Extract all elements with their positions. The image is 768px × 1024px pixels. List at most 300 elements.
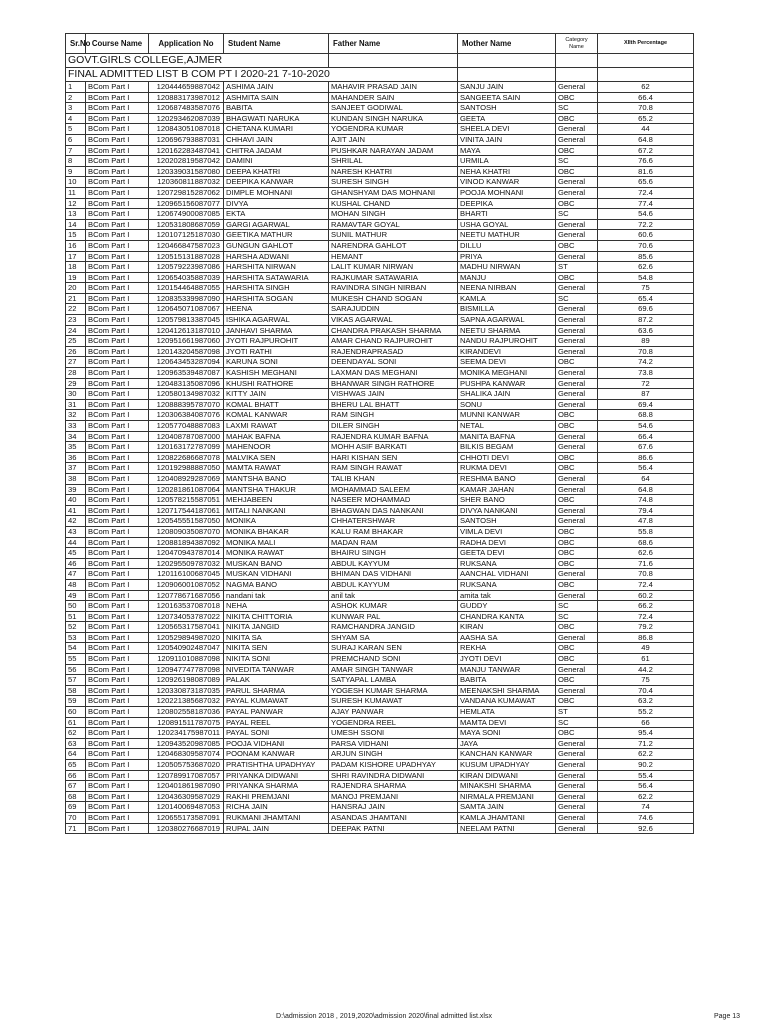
- table-row: [66, 368, 694, 379]
- cell-percentage: 62.6: [598, 548, 694, 559]
- cell-application-no: 120891511787075: [149, 717, 224, 728]
- table-row: [66, 442, 694, 453]
- cell-student-name: MITALI NANKANI: [224, 505, 329, 516]
- cell-percentage: 60.6: [598, 230, 694, 241]
- cell-percentage: 44.2: [598, 664, 694, 675]
- cell-srno: 58: [66, 685, 86, 696]
- cell-category: OBC: [556, 696, 598, 707]
- cell-application-no: 120162283487041: [149, 145, 224, 156]
- cell-srno: 22: [66, 304, 86, 315]
- cell-percentage: 54.8: [598, 272, 694, 283]
- cell-father-name: BHIMAN DAS VIDHANI: [329, 569, 458, 580]
- cell-student-name: CHETANA KUMARI: [224, 124, 329, 135]
- cell-srno: 41: [66, 505, 86, 516]
- cell-father-name: HARI KISHAN SEN: [329, 452, 458, 463]
- table-row: [66, 219, 694, 230]
- cell-mother-name: MONIKA MEGHANI: [458, 368, 556, 379]
- cell-srno: 66: [66, 770, 86, 781]
- cell-father-name: GHANSHYAM DAS MOHNANI: [329, 187, 458, 198]
- cell-category: ST: [556, 262, 598, 273]
- header-srno: Sr.No: [66, 34, 86, 54]
- cell-percentage: 71.6: [598, 558, 694, 569]
- cell-mother-name: PUSHPA KANWAR: [458, 378, 556, 389]
- cell-father-name: LALIT KUMAR NIRWAN: [329, 262, 458, 273]
- cell-srno: 20: [66, 283, 86, 294]
- cell-application-no: 120580134987032: [149, 389, 224, 400]
- cell-father-name: CHHATERSHWAR: [329, 516, 458, 527]
- table-row: [66, 495, 694, 506]
- cell-percentage: 72.4: [598, 579, 694, 590]
- cell-mother-name: NEHA KHATRI: [458, 166, 556, 177]
- cell-srno: 63: [66, 738, 86, 749]
- cell-application-no: 120888395787070: [149, 399, 224, 410]
- cell-application-no: 120140069487053: [149, 802, 224, 813]
- cell-student-name: PALAK: [224, 675, 329, 686]
- cell-srno: 8: [66, 156, 86, 167]
- cell-category: OBC: [556, 675, 598, 686]
- cell-course: BCom Part I: [86, 579, 149, 590]
- cell-father-name: anil tak: [329, 590, 458, 601]
- cell-course: BCom Part I: [86, 421, 149, 432]
- cell-category: General: [556, 389, 598, 400]
- cell-category: General: [556, 219, 598, 230]
- cell-course: BCom Part I: [86, 548, 149, 559]
- cell-percentage: 75: [598, 675, 694, 686]
- cell-srno: 13: [66, 209, 86, 220]
- cell-course: BCom Part I: [86, 251, 149, 262]
- cell-category: General: [556, 336, 598, 347]
- cell-mother-name: SANJU JAIN: [458, 82, 556, 93]
- cell-percentage: 71.2: [598, 738, 694, 749]
- cell-mother-name: KAMLA JHAMTANI: [458, 812, 556, 823]
- cell-percentage: 75: [598, 283, 694, 294]
- cell-father-name: BHAIRU SINGH: [329, 548, 458, 559]
- cell-mother-name: NETAL: [458, 421, 556, 432]
- table-row: [66, 209, 694, 220]
- cell-category: General: [556, 505, 598, 516]
- table-row: [66, 632, 694, 643]
- cell-student-name: HARSHITA SINGH: [224, 283, 329, 294]
- cell-percentage: 70.4: [598, 685, 694, 696]
- cell-application-no: 120545551587050: [149, 516, 224, 527]
- cell-percentage: 66.4: [598, 431, 694, 442]
- table-row: [66, 315, 694, 326]
- table-row: [66, 399, 694, 410]
- table-row: [66, 293, 694, 304]
- cell-percentage: 87: [598, 389, 694, 400]
- cell-category: OBC: [556, 728, 598, 739]
- cell-percentage: 74.2: [598, 357, 694, 368]
- cell-application-no: 120339031587080: [149, 166, 224, 177]
- cell-category: General: [556, 177, 598, 188]
- cell-percentage: 76.6: [598, 156, 694, 167]
- cell-course: BCom Part I: [86, 696, 149, 707]
- cell-student-name: BABITA: [224, 103, 329, 114]
- cell-application-no: 120408787087000: [149, 431, 224, 442]
- cell-application-no: 120515131887028: [149, 251, 224, 262]
- cell-student-name: JYOTI RAJPUROHIT: [224, 336, 329, 347]
- header-course: Course Name: [86, 34, 149, 54]
- cell-application-no: 120654035887039: [149, 272, 224, 283]
- cell-father-name: BHERU LAL BHATT: [329, 399, 458, 410]
- table-row: [66, 304, 694, 315]
- header-appno: Application No: [149, 34, 224, 54]
- cell-father-name: MAHAVIR PRASAD JAIN: [329, 82, 458, 93]
- header-row: [66, 34, 694, 54]
- cell-course: BCom Part I: [86, 802, 149, 813]
- cell-category: General: [556, 812, 598, 823]
- table-row: [66, 526, 694, 537]
- cell-mother-name: SANTOSH: [458, 516, 556, 527]
- cell-course: BCom Part I: [86, 219, 149, 230]
- cell-course: BCom Part I: [86, 569, 149, 580]
- cell-father-name: AJIT JAIN: [329, 134, 458, 145]
- cell-mother-name: AASHA SA: [458, 632, 556, 643]
- cell-application-no: 120911010887098: [149, 654, 224, 665]
- cell-application-no: 120468309587074: [149, 749, 224, 760]
- cell-mother-name: REKHA: [458, 643, 556, 654]
- cell-student-name: KOMAL KANWAR: [224, 410, 329, 421]
- cell-category: OBC: [556, 654, 598, 665]
- table-row: [66, 770, 694, 781]
- table-row: [66, 516, 694, 527]
- cell-mother-name: KAMAR JAHAN: [458, 484, 556, 495]
- cell-application-no: 120822686687078: [149, 452, 224, 463]
- cell-mother-name: MADHU NIRWAN: [458, 262, 556, 273]
- cell-course: BCom Part I: [86, 685, 149, 696]
- cell-srno: 37: [66, 463, 86, 474]
- cell-percentage: 89: [598, 336, 694, 347]
- cell-student-name: POOJA VIDHANI: [224, 738, 329, 749]
- table-row: [66, 357, 694, 368]
- cell-application-no: 120802558187036: [149, 707, 224, 718]
- cell-mother-name: RUKSANA: [458, 558, 556, 569]
- cell-student-name: MALVIKA SEN: [224, 452, 329, 463]
- cell-category: General: [556, 315, 598, 326]
- cell-mother-name: CHANDRA KANTA: [458, 611, 556, 622]
- cell-srno: 57: [66, 675, 86, 686]
- cell-student-name: MAMTA RAWAT: [224, 463, 329, 474]
- cell-application-no: 120947747787098: [149, 664, 224, 675]
- cell-student-name: ASHIMA JAIN: [224, 82, 329, 93]
- cell-srno: 30: [66, 389, 86, 400]
- cell-mother-name: SHALIKA JAIN: [458, 389, 556, 400]
- cell-percentage: 87.2: [598, 315, 694, 326]
- cell-category: General: [556, 124, 598, 135]
- header-mother: Mother Name: [458, 34, 556, 54]
- table-row: [66, 134, 694, 145]
- cell-student-name: PAYAL KUMAWAT: [224, 696, 329, 707]
- cell-srno: 7: [66, 145, 86, 156]
- admission-sheet: [65, 33, 693, 834]
- cell-category: OBC: [556, 463, 598, 474]
- cell-category: General: [556, 760, 598, 771]
- cell-father-name: AMAR SINGH TANWAR: [329, 664, 458, 675]
- cell-mother-name: amita tak: [458, 590, 556, 601]
- cell-percentage: 86.8: [598, 632, 694, 643]
- table-row: [66, 262, 694, 273]
- cell-application-no: 120483135087096: [149, 378, 224, 389]
- cell-srno: 1: [66, 82, 86, 93]
- cell-course: BCom Part I: [86, 410, 149, 421]
- cell-application-no: 120360811887032: [149, 177, 224, 188]
- cell-application-no: 120674900087085: [149, 209, 224, 220]
- cell-course: BCom Part I: [86, 389, 149, 400]
- table-row: [66, 760, 694, 771]
- cell-father-name: YOGENDRA KUMAR: [329, 124, 458, 135]
- cell-srno: 56: [66, 664, 86, 675]
- cell-srno: 71: [66, 823, 86, 834]
- cell-student-name: RUPAL JAIN: [224, 823, 329, 834]
- admitted-list-table: [65, 33, 694, 834]
- table-row: [66, 505, 694, 516]
- cell-course: BCom Part I: [86, 643, 149, 654]
- cell-category: OBC: [556, 272, 598, 283]
- cell-father-name: MANOJ PREMJANI: [329, 791, 458, 802]
- cell-srno: 21: [66, 293, 86, 304]
- cell-percentage: 67.2: [598, 145, 694, 156]
- cell-percentage: 55.8: [598, 526, 694, 537]
- cell-percentage: 92.6: [598, 823, 694, 834]
- cell-student-name: MUSKAN VIDHANI: [224, 569, 329, 580]
- cell-mother-name: URMILA: [458, 156, 556, 167]
- cell-percentage: 63.6: [598, 325, 694, 336]
- cell-mother-name: MINAKSHI SHARMA: [458, 781, 556, 792]
- cell-student-name: LAXMI RAWAT: [224, 421, 329, 432]
- cell-course: BCom Part I: [86, 378, 149, 389]
- cell-father-name: KALU RAM BHAKAR: [329, 526, 458, 537]
- cell-mother-name: SANTOSH: [458, 103, 556, 114]
- cell-application-no: 120444659887042: [149, 82, 224, 93]
- cell-course: BCom Part I: [86, 156, 149, 167]
- cell-percentage: 66.4: [598, 92, 694, 103]
- cell-mother-name: BISMILLA: [458, 304, 556, 315]
- cell-course: BCom Part I: [86, 823, 149, 834]
- cell-course: BCom Part I: [86, 505, 149, 516]
- cell-percentage: 56.4: [598, 463, 694, 474]
- cell-father-name: NARENDRA GAHLOT: [329, 240, 458, 251]
- cell-mother-name: KIRAN: [458, 622, 556, 633]
- cell-srno: 10: [66, 177, 86, 188]
- cell-student-name: RAKHI PREMJANI: [224, 791, 329, 802]
- cell-mother-name: RUKMA DEVI: [458, 463, 556, 474]
- cell-application-no: 120963539487087: [149, 368, 224, 379]
- cell-percentage: 66.2: [598, 601, 694, 612]
- cell-mother-name: VIMLA DEVI: [458, 526, 556, 537]
- cell-percentage: 95.4: [598, 728, 694, 739]
- cell-srno: 45: [66, 548, 86, 559]
- cell-mother-name: NEETU SHARMA: [458, 325, 556, 336]
- cell-mother-name: SEEMA DEVI: [458, 357, 556, 368]
- cell-mother-name: VINOD KANWAR: [458, 177, 556, 188]
- cell-percentage: 63.2: [598, 696, 694, 707]
- cell-srno: 28: [66, 368, 86, 379]
- cell-category: General: [556, 187, 598, 198]
- table-row: [66, 675, 694, 686]
- cell-mother-name: MAYA: [458, 145, 556, 156]
- cell-father-name: RAMAVTAR GOYAL: [329, 219, 458, 230]
- cell-srno: 59: [66, 696, 86, 707]
- cell-percentage: 85.6: [598, 251, 694, 262]
- cell-father-name: ABDUL KAYYUM: [329, 558, 458, 569]
- cell-category: OBC: [556, 526, 598, 537]
- cell-category: OBC: [556, 452, 598, 463]
- cell-mother-name: HEMLATA: [458, 707, 556, 718]
- cell-course: BCom Part I: [86, 791, 149, 802]
- cell-category: General: [556, 346, 598, 357]
- cell-student-name: DIMPLE MOHNANI: [224, 187, 329, 198]
- table-row: [66, 113, 694, 124]
- cell-course: BCom Part I: [86, 707, 149, 718]
- cell-father-name: SUNIL MATHUR: [329, 230, 458, 241]
- cell-srno: 6: [66, 134, 86, 145]
- cell-category: OBC: [556, 410, 598, 421]
- table-row: [66, 145, 694, 156]
- cell-student-name: KARUNA SONI: [224, 357, 329, 368]
- cell-category: General: [556, 473, 598, 484]
- cell-percentage: 44: [598, 124, 694, 135]
- cell-mother-name: KUSUM UPADHYAY: [458, 760, 556, 771]
- cell-mother-name: BABITA: [458, 675, 556, 686]
- cell-course: BCom Part I: [86, 760, 149, 771]
- table-row: [66, 230, 694, 241]
- cell-srno: 29: [66, 378, 86, 389]
- table-row: [66, 410, 694, 421]
- cell-course: BCom Part I: [86, 368, 149, 379]
- table-row: [66, 346, 694, 357]
- table-row: [66, 717, 694, 728]
- cell-mother-name: SHER BANO: [458, 495, 556, 506]
- cell-student-name: KOMAL BHATT: [224, 399, 329, 410]
- cell-father-name: SURAJ KARAN SEN: [329, 643, 458, 654]
- cell-application-no: 120655173587091: [149, 812, 224, 823]
- cell-category: OBC: [556, 537, 598, 548]
- cell-mother-name: SAMTA JAIN: [458, 802, 556, 813]
- cell-category: SC: [556, 717, 598, 728]
- cell-application-no: 120107125187030: [149, 230, 224, 241]
- cell-category: OBC: [556, 113, 598, 124]
- cell-student-name: GARGI AGARWAL: [224, 219, 329, 230]
- cell-percentage: 54.6: [598, 421, 694, 432]
- cell-application-no: 120965156087077: [149, 198, 224, 209]
- cell-srno: 67: [66, 781, 86, 792]
- cell-percentage: 73.8: [598, 368, 694, 379]
- cell-mother-name: NEETU MATHUR: [458, 230, 556, 241]
- cell-father-name: ABDUL KAYYUM: [329, 579, 458, 590]
- cell-percentage: 49: [598, 643, 694, 654]
- cell-percentage: 81.6: [598, 166, 694, 177]
- cell-mother-name: MUNNI KANWAR: [458, 410, 556, 421]
- cell-father-name: PUSHKAR NARAYAN JADAM: [329, 145, 458, 156]
- cell-mother-name: RUKSANA: [458, 579, 556, 590]
- cell-course: BCom Part I: [86, 738, 149, 749]
- cell-srno: 3: [66, 103, 86, 114]
- cell-student-name: DEEPA KHATRI: [224, 166, 329, 177]
- cell-srno: 52: [66, 622, 86, 633]
- cell-category: General: [556, 791, 598, 802]
- cell-application-no: 120529894987020: [149, 632, 224, 643]
- cell-course: BCom Part I: [86, 654, 149, 665]
- cell-category: OBC: [556, 421, 598, 432]
- cell-student-name: RUKMANI JHAMTANI: [224, 812, 329, 823]
- footer-page-number: Page 13: [714, 1013, 741, 1020]
- cell-srno: 50: [66, 601, 86, 612]
- cell-percentage: 55.2: [598, 707, 694, 718]
- cell-srno: 5: [66, 124, 86, 135]
- cell-father-name: SURESH SINGH: [329, 177, 458, 188]
- header-category: Category Name: [556, 34, 598, 54]
- cell-srno: 34: [66, 431, 86, 442]
- cell-mother-name: MAMTA DEVI: [458, 717, 556, 728]
- cell-application-no: 120565317587041: [149, 622, 224, 633]
- cell-student-name: RICHA JAIN: [224, 802, 329, 813]
- cell-father-name: MAHANDER SAIN: [329, 92, 458, 103]
- cell-category: OBC: [556, 622, 598, 633]
- table-row: [66, 622, 694, 633]
- cell-father-name: NARESH KHATRI: [329, 166, 458, 177]
- cell-application-no: 120401861987090: [149, 781, 224, 792]
- cell-mother-name: JYOTI DEVI: [458, 654, 556, 665]
- cell-category: General: [556, 431, 598, 442]
- cell-srno: 53: [66, 632, 86, 643]
- cell-mother-name: VANDANA KUMAWAT: [458, 696, 556, 707]
- cell-course: BCom Part I: [86, 473, 149, 484]
- cell-student-name: DAMINI: [224, 156, 329, 167]
- cell-father-name: ASANDAS JHAMTANI: [329, 812, 458, 823]
- cell-application-no: 120234175987011: [149, 728, 224, 739]
- cell-category: OBC: [556, 357, 598, 368]
- cell-percentage: 55.4: [598, 770, 694, 781]
- cell-course: BCom Part I: [86, 240, 149, 251]
- cell-student-name: CHHAVI JAIN: [224, 134, 329, 145]
- cell-srno: 9: [66, 166, 86, 177]
- cell-srno: 62: [66, 728, 86, 739]
- cell-father-name: RAM SINGH RAWAT: [329, 463, 458, 474]
- cell-student-name: PARUL SHARMA: [224, 685, 329, 696]
- cell-percentage: 66: [598, 717, 694, 728]
- cell-category: General: [556, 82, 598, 93]
- cell-student-name: HEENA: [224, 304, 329, 315]
- cell-application-no: 120687483587076: [149, 103, 224, 114]
- cell-mother-name: SANGEETA SAIN: [458, 92, 556, 103]
- cell-application-no: 120835339987090: [149, 293, 224, 304]
- college-title: GOVT.GIRLS COLLEGE,AJMER: [66, 54, 329, 68]
- cell-student-name: NIKITA JANGID: [224, 622, 329, 633]
- cell-father-name: RAM SINGH: [329, 410, 458, 421]
- cell-percentage: 86.6: [598, 452, 694, 463]
- cell-father-name: KUNDAN SINGH NARUKA: [329, 113, 458, 124]
- cell-course: BCom Part I: [86, 537, 149, 548]
- cell-percentage: 62.2: [598, 791, 694, 802]
- cell-student-name: PAYAL PANWAR: [224, 707, 329, 718]
- table-row: [66, 696, 694, 707]
- cell-student-name: NIKITA CHITTORIA: [224, 611, 329, 622]
- cell-category: General: [556, 770, 598, 781]
- cell-application-no: 120505753687020: [149, 760, 224, 771]
- cell-student-name: NAGMA BANO: [224, 579, 329, 590]
- cell-course: BCom Part I: [86, 357, 149, 368]
- cell-application-no: 120295509787032: [149, 558, 224, 569]
- cell-course: BCom Part I: [86, 749, 149, 760]
- cell-category: General: [556, 283, 598, 294]
- cell-father-name: SATYAPAL LAMBA: [329, 675, 458, 686]
- cell-course: BCom Part I: [86, 452, 149, 463]
- cell-category: General: [556, 685, 598, 696]
- cell-mother-name: DIVYA NANKANI: [458, 505, 556, 516]
- cell-srno: 48: [66, 579, 86, 590]
- cell-father-name: RAJENDRAPRASAD: [329, 346, 458, 357]
- cell-category: SC: [556, 103, 598, 114]
